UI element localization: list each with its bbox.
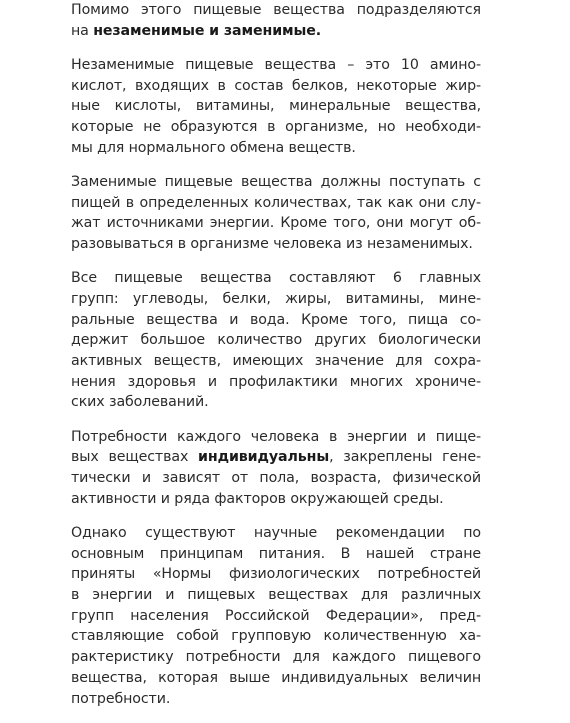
text-line [71,96,481,117]
text-line [71,489,481,510]
paragraph-p6 [71,523,481,709]
text-run: Заменимые пищевые вещества должны поступать с [71,173,481,190]
text-run: которые не образуются в организме, но необходи- [71,119,481,136]
text-run: Незаменимые пищевые вещества – это 10 амино- [71,56,481,73]
text-line [71,268,481,289]
text-line [71,0,481,21]
text-line [71,564,481,585]
paragraph-p5 [71,427,481,510]
text-run: жат источниками энергии. Кроме того, они могут об- [71,215,481,232]
text-run: групп населения Российской Федерации», пред- [71,607,481,624]
text-line [71,392,481,413]
text-run: потребности. [71,690,171,707]
text-run: мы для нормального обмена веществ. [71,139,356,156]
bold-text: индивидуальны [198,449,330,466]
paragraph-p4 [71,268,481,413]
text-line [71,647,481,668]
text-run: нения здоровья и профилактики многих хрониче- [71,373,481,390]
text-line [71,544,481,565]
text-line [71,626,481,647]
bold-text: незаменимые и заменимые. [93,22,322,39]
text-run: Однако существуют научные рекомендации по [71,524,481,541]
text-run: ральные вещества и вода. Кроме того, пища со- [71,311,481,328]
text-line [71,117,481,138]
text-run: рактеристику потребности для каждого пищевого [71,649,481,666]
text-run: основным принципам питания. В нашей стране [71,545,481,562]
text-run: разовываться в организме человека из незаменимых. [71,236,473,253]
paragraph-p3 [71,172,481,255]
text-run: вых веществах [71,449,199,466]
text-line [71,213,481,234]
text-run: вещества, которая выше индивидуальных величин [71,669,481,686]
text-run: Помимо этого пищевые вещества подразделяются [71,2,481,18]
text-run: групп: углеводы, белки, жиры, витамины, мине- [71,290,481,307]
text-line [71,234,481,255]
text-line [71,606,481,627]
text-line [71,351,481,372]
text-run: ные кислоты, витамины, минеральные вещества, [71,98,481,115]
text-run: Потребности каждого человека в энергии и пище- [71,428,481,445]
text-line [71,668,481,689]
text-line [71,138,481,159]
text-line [71,55,481,76]
text-line [71,310,481,331]
text-line [71,21,481,42]
text-line [71,172,481,193]
text-run: приняты «Нормы физиологических потребностей [71,566,481,583]
text-run: активных веществ, имеющих значение для сохра- [71,353,481,370]
text-line [71,585,481,606]
text-run: активности и ряда факторов окружающей среды. [71,490,444,507]
paragraph-p2 [71,55,481,159]
text-run: в энергии и пищевых веществах для различных [71,587,481,604]
text-line [71,76,481,97]
text-run: ставляющие собой групповую количественную ха- [71,628,481,645]
text-run: пищей в определенных количествах, так как они слу- [71,194,481,211]
text-line [71,427,481,448]
text-run: тически и зависят от пола, возраста, физической [71,470,481,487]
text-line [71,523,481,544]
text-line [71,372,481,393]
text-line [71,289,481,310]
document-body [71,0,481,723]
text-run: , закреплены гене- [329,449,481,466]
text-line [71,193,481,214]
text-run: на [71,22,94,39]
text-line [71,468,481,489]
text-run: ских заболеваний. [71,394,209,411]
paragraph-p1 [71,0,481,41]
text-line [71,447,481,468]
text-line [71,330,481,351]
text-run: кислот, входящих в состав белков, некоторые жир- [71,77,481,94]
text-run: держит большое количество других биологически [71,332,481,349]
text-run: Все пищевые вещества составляют 6 главных [71,270,481,287]
text-line [71,689,481,710]
